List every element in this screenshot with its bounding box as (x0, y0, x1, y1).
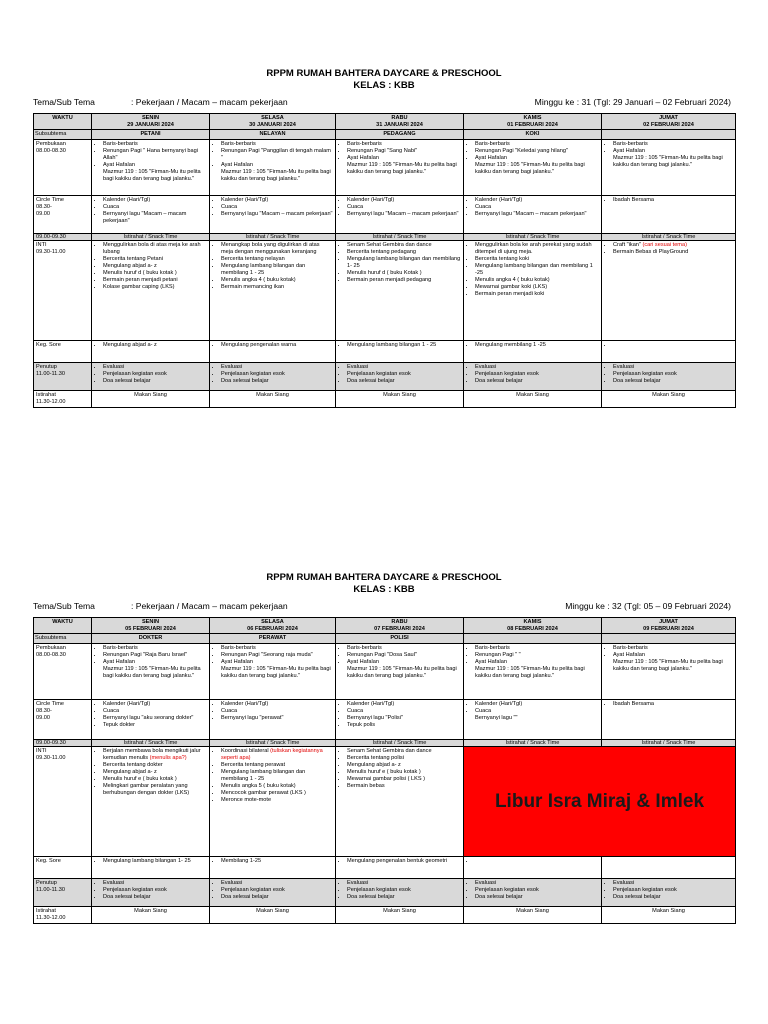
activity-list (94, 242, 207, 291)
inti-row: INTI 09.30-11.00 • Berjalan membawa bola mengikuti jalur kemudian menulis (menulis apa?) • Bercerita tentang dokter • Mengulang abjad a- z • Menulis huruf e ( buku kotak ) • Melingkari gambar peralatan yang berhubungan dengan dokter (LKS) • Koordinasi bilateral (tuliskan kegiatannya seperti apa) • Bercerita tentang perawat • Mengulang lambang bilangan dan membilang 1 - 25 • Menulis angka 5 ( buku kotak) • Mencocok gambar perawat (LKS ) • Meronce mote-mote • Senam Sehat Gembira dan dance • Bercerita tentang polisi • Mengulang abjad a- z • Menulis huruf e ( buku kotak ) • Mewarnai gambar polisi ( LKS ) • Bermain bebas Libur Isra Miraj & Imlek (34, 747, 736, 857)
list-item: • Mengulang pengenalan bentuk geometri (347, 858, 461, 865)
list-item: • Kalender (Hari/Tgl) (221, 701, 333, 708)
list-item: • Ayat Hafalan Mazmur 119 : 105 "Firman-Mu itu pelita bagi kakiku dan terang bagi jalanku." (347, 659, 461, 680)
list-item: • Renungan Pagi "Seorang raja muda" (221, 652, 333, 659)
list-item: • Evaluasi (221, 364, 333, 371)
activity-list (604, 141, 733, 169)
list-item: • Renungan Pagi " " (475, 652, 599, 659)
activity-list (94, 141, 207, 183)
day-header-rabu: RABU 31 JANUARI 2024 (336, 114, 464, 130)
list-item: • Bermain peran menjadi petani (103, 277, 207, 284)
istirahat-row: Istirahat 11.30-12.00 Makan Siang Makan Siang Makan Siang Makan Siang Makan Siang (34, 907, 736, 924)
penutup-row: Penutup 11.00-11.30 • Evaluasi • Penjelasan kegiatan esok • Doa selesai belajar • Evaluasi • Penjelasan kegiatan esok • Doa selesai belajar • Evaluasi • Penjelasan kegiatan esok • Doa selesai belajar • Evaluasi • Penjelasan kegiatan esok • Doa selesai belajar • Evaluasi • Penjelasan kegiatan esok • Doa selesai belajar (34, 879, 736, 907)
list-item: • Kalender (Hari/Tgl) (103, 701, 207, 708)
list-item: • Evaluasi (475, 364, 599, 371)
list-item: • Penjelasan kegiatan esok (475, 887, 599, 894)
list-item: • Ayat Hafalan Mazmur 119 : 105 "Firman-Mu itu pelita bagi kakiku dan terang bagi jalanku." (475, 155, 599, 176)
list-item: • Bercerita tentang polisi (347, 755, 461, 762)
list-item: • Menulis angka 4 ( buku kotak) (221, 277, 333, 284)
theme-label: Tema/Sub Tema (33, 601, 95, 611)
list-item (475, 858, 599, 865)
list-item: • Baris-berbaris (613, 141, 733, 148)
document-title: RPPM RUMAH BAHTERA DAYCARE & PRESCHOOL (266, 68, 502, 79)
activity-list (466, 645, 599, 680)
keg-sore-row: Keg. Sore • Mengulang lambang bilangan 1- 25 • Membilang 1-25 • Mengulang pengenalan bentuk geometri • (34, 857, 736, 879)
list-item: • Cuaca (347, 708, 461, 715)
list-item: • Cuaca (347, 204, 461, 211)
activity-list (212, 645, 333, 680)
inti-selasa: • Koordinasi bilateral (tuliskan kegiatannya seperti apa) • Bercerita tentang perawat • Mengulang lambang bilangan dan membilang 1 - 25 • Menulis angka 5 ( buku kotak) • Mencocok gambar perawat (LKS ) • Meronce mote-mote (210, 747, 336, 857)
activity-list (466, 880, 599, 901)
activity-list (338, 242, 461, 284)
list-item: • Kalender (Hari/Tgl) (347, 197, 461, 204)
list-item: • Penjelasan kegiatan esok (221, 887, 333, 894)
day-header-jumat: JUMAT 09 FEBRUARI 2024 (602, 618, 736, 634)
activity-list (604, 701, 733, 708)
list-item: • Doa selesai belajar (475, 894, 599, 901)
list-item: • Penjelasan kegiatan esok (613, 371, 733, 378)
list-item: • Bernyanyi lagu "aku seorang dokter" (103, 715, 207, 722)
theme-row (33, 97, 735, 111)
day-header-jumat: JUMAT 02 FEBRUARI 2024 (602, 114, 736, 130)
list-item: • Evaluasi (613, 880, 733, 887)
theme-value: : Pekerjaan / Macam – macam pekerjaan (131, 601, 288, 611)
list-item: • Bernyanyi lagu "Macam – macam pekerjaan" (347, 211, 461, 218)
list-item: • Baris-berbaris (221, 645, 333, 652)
list-item: • Mengulang lambang bilangan 1- 25 (103, 858, 207, 865)
list-item: • Doa selesai belajar (221, 378, 333, 385)
header-row (34, 114, 736, 130)
list-item: • Penjelasan kegiatan esok (221, 371, 333, 378)
list-item: • Baris-berbaris (475, 645, 599, 652)
holiday-banner: Libur Isra Miraj & Imlek (464, 747, 736, 857)
list-item: • Ayat Hafalan Mazmur 119 : 105 "Firman-Mu itu pelita bagi kakiku dan terang bagi jalanku." (347, 155, 461, 176)
list-item: • Bercerita tentang nelayan (221, 256, 333, 263)
list-item: • Bernyanyi lagu "Polisi" (347, 715, 461, 722)
list-item: • Kolase gambar caping (LKS) (103, 284, 207, 291)
inti-row: INTI 09.30-11.00 • Menggulirkan bola di atas meja ke arah lubang • Bercerita tentang Petani • Mengulang abjad a- z • Menulis huruf d ( buku kotak ) • Bermain peran menjadi petani • Kolase gambar caping (LKS) • Menangkap bola yang digulirkan di atas meja dengan menggunakan keranjang • Bercerita tentang nelayan • Mengulang lambang bilangan dan membilang 1 - 25 • Menulis angka 4 ( buku kotak) • Bermain memancing ikan • Senam Sehat Gembira dan dance • Bercerita tentang pedagang • Mengulang lambang bilangan dan membilang 1- 25 • Menulis huruf d ( buku Kotak ) • Bermain peran menjadi pedagang • Menggulirkan bola ke arah perekat yang sudah ditempel di ujung meja. • Bercerita tentang koki • Mengulang lambang bilangan dan membilang 1 -25 • Menulis angka 4 ( buku kotak) • Mewarnai gambar koki (LKS) • Bermain peran menjadi koki • Craft "ikan" (cari sesuai tema) • Bermain Bebas di PlayGround (34, 241, 736, 341)
activity-list (94, 701, 207, 729)
theme-value: : Pekerjaan / Macam – macam pekerjaan (131, 97, 288, 107)
waktu-header: WAKTU (34, 114, 92, 130)
activity-list (212, 701, 333, 722)
list-item: • Mengulang lambang bilangan dan membilang 1- 25 (347, 256, 461, 270)
activity-list (212, 880, 333, 901)
list-item: • Mengulang abjad a- z (103, 342, 207, 349)
list-item: • Ayat Hafalan Mazmur 119 : 105 "Firman-Mu itu pelita bagi kakiku dan terang bagi jalanku." (221, 659, 333, 680)
activity-list (94, 364, 207, 385)
list-item: • Evaluasi (103, 364, 207, 371)
schedule-table (33, 113, 736, 408)
week-31-plan (33, 68, 735, 408)
list-item: • Doa selesai belajar (221, 894, 333, 901)
list-item: • Senam Sehat Gembira dan dance (347, 748, 461, 755)
activity-list (94, 880, 207, 901)
list-item: • Renungan Pagi "Sang Nabi" (347, 148, 461, 155)
activity-list (604, 197, 733, 204)
list-item: • Menggulirkan bola di atas meja ke arah lubang (103, 242, 207, 256)
list-item: • Baris-berbaris (347, 645, 461, 652)
list-item: • Bernyanyi lagu "Macam – macam pekerjaan" (475, 211, 599, 218)
activity-list (466, 242, 599, 298)
list-item: • Penjelasan kegiatan esok (103, 371, 207, 378)
list-item: • Renungan Pagi "Keledai yang hilang" (475, 148, 599, 155)
list-item: • Cuaca (221, 204, 333, 211)
activity-list (338, 880, 461, 901)
list-item: • Menulis angka 4 ( buku kotak) (475, 277, 599, 284)
activity-list (338, 364, 461, 385)
activity-list (212, 242, 333, 291)
list-item: • Ibadah Bersama (613, 197, 733, 204)
day-header-selasa: SELASA 06 FEBRUARI 2024 (210, 618, 336, 634)
list-item: • Doa selesai belajar (347, 894, 461, 901)
day-header-kamis: KAMIS 01 FEBRUARI 2024 (464, 114, 602, 130)
list-item: • Penjelasan kegiatan esok (475, 371, 599, 378)
week-32-plan (33, 572, 735, 924)
inti-jumat: • Craft "ikan" (cari sesuai tema) • Bermain Bebas di PlayGround (602, 241, 736, 341)
list-item: • Doa selesai belajar (103, 378, 207, 385)
activity-list (604, 880, 733, 901)
activity-list (94, 197, 207, 225)
list-item: • Kalender (Hari/Tgl) (347, 701, 461, 708)
list-item: • Senam Sehat Gembira dan dance (347, 242, 461, 249)
list-item: • Mengulang membilang 1 -25 (475, 342, 599, 349)
list-item: • Ayat Hafalan Mazmur 119 : 105 "Firman-Mu itu pelita bagi kakiku dan terang bagi jalanku." (221, 162, 333, 183)
activity-list (338, 197, 461, 218)
activity-list (212, 197, 333, 218)
list-item: • Ayat Hafalan Mazmur 119 : 105 "Firman-Mu itu pelita bagi kakiku dan terang bagi jalanku." (103, 162, 207, 183)
list-item: • Bermain memancing ikan (221, 284, 333, 291)
list-item: • Doa selesai belajar (613, 894, 733, 901)
list-item: • Kalender (Hari/Tgl) (221, 197, 333, 204)
activity-list (94, 645, 207, 680)
list-item: • Baris-berbaris (475, 141, 599, 148)
list-item: • Menulis huruf d ( buku kotak ) (103, 270, 207, 277)
activity-list (212, 141, 333, 183)
list-item: • Evaluasi (347, 364, 461, 371)
list-item: • Cuaca (221, 708, 333, 715)
list-item (613, 342, 733, 349)
activity-list (466, 701, 599, 722)
circle-time-row: Circle Time 08.30- 09.00 • Kalender (Hari/Tgl) • Cuaca • Bernyanyi lagu "aku seorang dokter" • Tepuk dokter • Kalender (Hari/Tgl) • Cuaca • Bernyanyi lagu "perawat" • Kalender (Hari/Tgl) • Cuaca • Bernyanyi lagu "Polisi" • Tepuk polis • Kalender (Hari/Tgl) • Cuaca Bernyanyi lagu "" • Ibadah Bersama (34, 699, 736, 739)
list-item: • Mewarnai gambar polisi ( LKS ) (347, 776, 461, 783)
list-item: • Ayat Hafalan Mazmur 119 : 105 "Firman-Mu itu pelita bagi kakiku dan terang bagi jalanku." (475, 659, 599, 680)
list-item: • Baris-berbaris (103, 645, 207, 652)
class-label: KELAS : KBB (353, 80, 415, 91)
subsubtema-row: Subsubtema DOKTER PERAWAT POLISI (34, 634, 736, 644)
pembukaan-row: Pembukaan 08.00-08.30 • Baris-berbaris • Renungan Pagi "Raja Baru Israel" • Ayat Hafalan Mazmur 119 : 105 "Firman-Mu itu pelita bagi kakiku dan terang bagi jalanku." • Baris-berbaris • Renungan Pagi "Seorang raja muda" • Ayat Hafalan Mazmur 119 : 105 "Firman-Mu itu pelita bagi kakiku dan terang bagi jalanku." • Baris-berbaris • Renungan Pagi "Dosa Saul" • Ayat Hafalan Mazmur 119 : 105 "Firman-Mu itu pelita bagi kakiku dan terang bagi jalanku." • Baris-berbaris • Renungan Pagi " " • Ayat Hafalan Mazmur 119 : 105 "Firman-Mu itu pelita bagi kakiku dan terang bagi jalanku." • Baris-berbaris • Ayat Hafalan Mazmur 119 : 105 "Firman-Mu itu pelita bagi kakiku dan terang bagi jalanku." (34, 643, 736, 699)
waktu-header: WAKTU (34, 618, 92, 634)
list-item: • Tepuk polis (347, 722, 461, 729)
list-item: • Cuaca (103, 204, 207, 211)
inti-senin: • Berjalan membawa bola mengikuti jalur kemudian menulis (menulis apa?) • Bercerita tentang dokter • Mengulang abjad a- z • Menulis huruf e ( buku kotak ) • Melingkari gambar peralatan yang berhubungan dengan dokter (LKS) (92, 747, 210, 857)
list-item: • Bercerita tentang pedagang (347, 249, 461, 256)
list-item: • Renungan Pagi "Dosa Saul" (347, 652, 461, 659)
list-item: • Penjelasan kegiatan esok (103, 887, 207, 894)
day-header-senin: SENIN 05 FEBRUARI 2024 (92, 618, 210, 634)
circle-time-row: Circle Time 08.30- 09.00 • Kalender (Hari/Tgl) • Cuaca • Bernyanyi lagu "Macam – macam pekerjaan" • Kalender (Hari/Tgl) • Cuaca • Bernyanyi lagu "Macam – macam pekerjaan" • Kalender (Hari/Tgl) • Cuaca • Bernyanyi lagu "Macam – macam pekerjaan" • Kalender (Hari/Tgl) • Cuaca • Bernyanyi lagu "Macam – macam pekerjaan" • Ibadah Bersama (34, 195, 736, 233)
list-item: • Membilang 1-25 (221, 858, 333, 865)
list-item: • Bernyanyi lagu "Macam – macam pekerjaan" (221, 211, 333, 218)
activity-list (466, 141, 599, 176)
list-item: • Mewarnai gambar koki (LKS) (475, 284, 599, 291)
list-item: • Evaluasi (103, 880, 207, 887)
list-item: • Menulis huruf e ( buku kotak ) (347, 769, 461, 776)
list-item: • Bernyanyi lagu "Macam – macam pekerjaan" (103, 211, 207, 225)
day-header-kamis: KAMIS 08 FEBRUARI 2024 (464, 618, 602, 634)
activity-list (466, 364, 599, 385)
list-item: • Bermain peran menjadi koki (475, 291, 599, 298)
list-item: • Menggulirkan bola ke arah perekat yang sudah ditempel di ujung meja. (475, 242, 599, 256)
activity-list (212, 364, 333, 385)
list-item: • Mengulang abjad a- z (347, 762, 461, 769)
list-item: • Bercerita tentang koki (475, 256, 599, 263)
list-item: • Kalender (Hari/Tgl) (103, 197, 207, 204)
list-item: • Renungan Pagi "Raja Baru Israel" (103, 652, 207, 659)
activity-list (338, 701, 461, 729)
theme-row (33, 601, 735, 615)
list-item: • Penjelasan kegiatan esok (347, 887, 461, 894)
list-item: • Mengulang abjad a- z (103, 263, 207, 270)
list-item: • Baris-berbaris (347, 141, 461, 148)
list-item: • Renungan Pagi "Panggilan di tengah malam " (221, 148, 333, 162)
list-item: • Doa selesai belajar (347, 378, 461, 385)
istirahat-row: Istirahat 11.30-12.00 Makan Siang Makan Siang Makan Siang Makan Siang Makan Siang (34, 391, 736, 408)
list-item: • Baris-berbaris (613, 645, 733, 652)
list-item: • Cuaca (475, 204, 599, 211)
activity-list (338, 748, 461, 790)
document-title: RPPM RUMAH BAHTERA DAYCARE & PRESCHOOL (266, 572, 502, 583)
list-item: • Evaluasi (347, 880, 461, 887)
pembukaan-row: Pembukaan 08.00-08.30 • Baris-berbaris • Renungan Pagi " Hana bernyanyi bagi Allah" • Ayat Hafalan Mazmur 119 : 105 "Firman-Mu itu pelita bagi kakiku dan terang bagi jalanku." • Baris-berbaris • Renungan Pagi "Panggilan di tengah malam " • Ayat Hafalan Mazmur 119 : 105 "Firman-Mu itu pelita bagi kakiku dan terang bagi jalanku." • Baris-berbaris • Renungan Pagi "Sang Nabi" • Ayat Hafalan Mazmur 119 : 105 "Firman-Mu itu pelita bagi kakiku dan terang bagi jalanku." • Baris-berbaris • Renungan Pagi "Keledai yang hilang" • Ayat Hafalan Mazmur 119 : 105 "Firman-Mu itu pelita bagi kakiku dan terang bagi jalanku." • Baris-berbaris • Ayat Hafalan Mazmur 119 : 105 "Firman-Mu itu pelita bagi kakiku dan terang bagi jalanku." (34, 139, 736, 195)
activity-list (338, 141, 461, 176)
activity-list (604, 364, 733, 385)
penutup-row: Penutup 11.00-11.30 • Evaluasi • Penjelasan kegiatan esok • Doa selesai belajar • Evaluasi • Penjelasan kegiatan esok • Doa selesai belajar • Evaluasi • Penjelasan kegiatan esok • Doa selesai belajar • Evaluasi • Penjelasan kegiatan esok • Doa selesai belajar • Evaluasi • Penjelasan kegiatan esok • Doa selesai belajar (34, 363, 736, 391)
list-item: • Ayat Hafalan Mazmur 119 : 105 "Firman-Mu itu pelita bagi kakiku dan terang bagi jalanku." (613, 148, 733, 169)
list-item: • Bernyanyi lagu "perawat" (221, 715, 333, 722)
week-number: Minggu ke : 31 (Tgl: 29 Januari – 02 Februari 2024) (534, 97, 731, 107)
list-item: • Tepuk dokter (103, 722, 207, 729)
list-item: • Bercerita tentang Petani (103, 256, 207, 263)
list-item: • Evaluasi (613, 364, 733, 371)
list-item: • Evaluasi (475, 880, 599, 887)
week-number: Minggu ke : 32 (Tgl: 05 – 09 Februari 2024) (565, 601, 731, 611)
header-row (34, 618, 736, 634)
list-item: • Doa selesai belajar (613, 378, 733, 385)
list-item: • Doa selesai belajar (103, 894, 207, 901)
list-item: • Mengulang pengenalan warna (221, 342, 333, 349)
list-item: • Cuaca (103, 708, 207, 715)
list-item: • Baris-berbaris (103, 141, 207, 148)
activity-list (604, 645, 733, 673)
list-item: • Penjelasan kegiatan esok (613, 887, 733, 894)
subsubtema-row: Subsubtema PETANI NELAYAN PEDAGANG KOKI (34, 130, 736, 140)
list-item: • Cuaca Bernyanyi lagu "" (475, 708, 599, 722)
theme-label: Tema/Sub Tema (33, 97, 95, 107)
list-item: • Menangkap bola yang digulirkan di atas meja dengan menggunakan keranjang (221, 242, 333, 256)
day-header-selasa: SELASA 30 JANUARI 2024 (210, 114, 336, 130)
list-item: • Kalender (Hari/Tgl) (475, 701, 599, 708)
activity-list (338, 645, 461, 680)
keg-sore-row: Keg. Sore • Mengulang abjad a- z • Mengulang pengenalan warna • Mengulang lambang bilangan 1 - 25 • Mengulang membilang 1 -25 • (34, 341, 736, 363)
list-item: • Bermain bebas (347, 783, 461, 790)
list-item: • Ibadah Bersama (613, 701, 733, 708)
list-item: • Mengulang lambang bilangan dan membilang 1 - 25 (221, 263, 333, 277)
list-item: • Penjelasan kegiatan esok (347, 371, 461, 378)
list-item: • Ayat Hafalan Mazmur 119 : 105 "Firman-Mu itu pelita bagi kakiku dan terang bagi jalanku." (103, 659, 207, 680)
activity-list (466, 197, 599, 218)
list-item: • Mengulang lambang bilangan dan membilang 1 -25 (475, 263, 599, 277)
schedule-table (33, 617, 736, 924)
class-label: KELAS : KBB (353, 584, 415, 595)
day-header-rabu: RABU 07 FEBRUARI 2024 (336, 618, 464, 634)
list-item: • Doa selesai belajar (475, 378, 599, 385)
list-item: • Evaluasi (221, 880, 333, 887)
list-item: • Mengulang lambang bilangan 1 - 25 (347, 342, 461, 349)
list-item: • Ayat Hafalan Mazmur 119 : 105 "Firman-Mu itu pelita bagi kakiku dan terang bagi jalanku." (613, 652, 733, 673)
list-item: • Bermain peran menjadi pedagang (347, 277, 461, 284)
list-item: • Renungan Pagi " Hana bernyanyi bagi Allah" (103, 148, 207, 162)
day-header-senin: SENIN 29 JANUARI 2024 (92, 114, 210, 130)
list-item: • Menulis huruf d ( buku Kotak ) (347, 270, 461, 277)
snack-row: 09.00-09.30 Istirahat / Snack Time Istirahat / Snack Time Istirahat / Snack Time Istirahat / Snack Time Istirahat / Snack Time (34, 739, 736, 747)
list-item: • Kalender (Hari/Tgl) (475, 197, 599, 204)
list-item: • Baris-berbaris (221, 141, 333, 148)
snack-row: 09.00-09.30 Istirahat / Snack Time Istirahat / Snack Time Istirahat / Snack Time Istirahat / Snack Time Istirahat / Snack Time (34, 233, 736, 241)
